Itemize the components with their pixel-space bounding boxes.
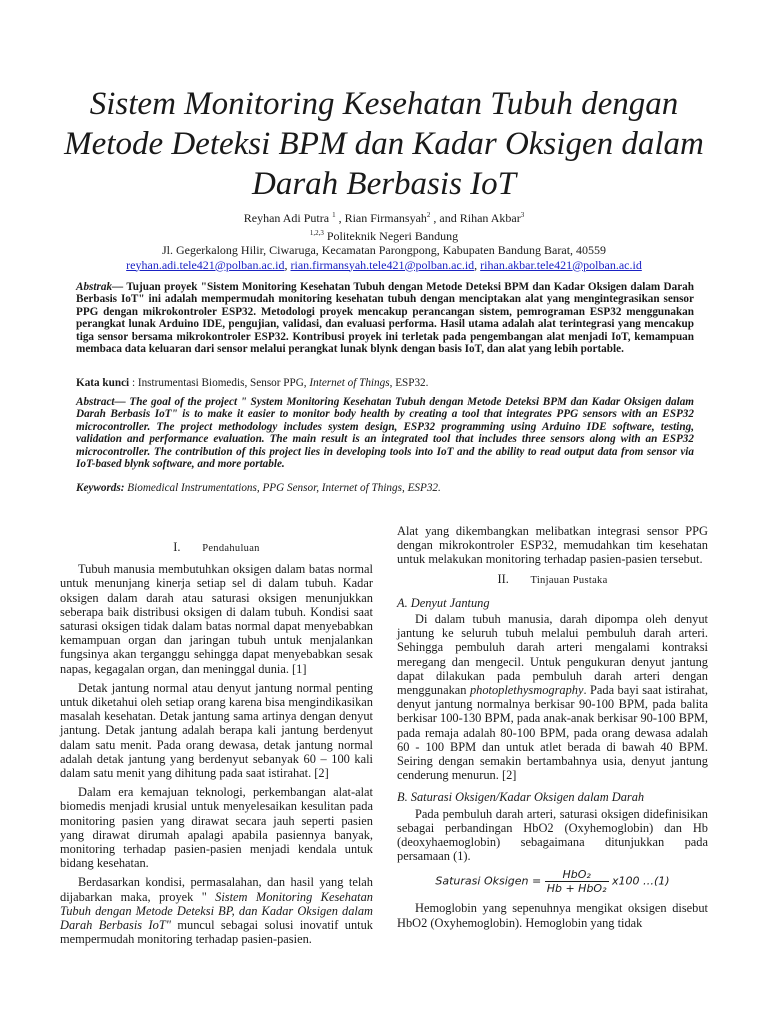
paragraph: Detak jantung normal atau denyut jantung normal penting untuk diketahui oleh setiap orang karena bisa mengindikasikan masalah kesehatan. Detak jantung sama artinya dengan denyut jantung. Detak jantung adalah berapa kali jantung berdenyut dalam satu menit. Pada orang dewasa, detak jantung normal adalah detak jantung yang berdenyut sebanyak 60 – 100 kali dalam satu menit yang dihitung pada saat istirahat. [2]: [60, 680, 373, 781]
address: Jl. Gegerkalong Hilir, Ciwaruga, Kecamatan Parongpong, Kabupaten Bandung Barat, 40559: [161, 243, 607, 257]
right-column: [397, 524, 708, 935]
paragraph: Berdasarkan kondisi, permasalahan, dan hasil yang telah dijabarkan maka, proyek " Sistem Monitoring Kesehatan Tubuh dengan Metode Deteksi BP, dan Kadar Oksigen dalam Darah Berbasis IoT" muncul sebagai solusi inovatif untuk mempermudah monitoring terhadap pasien-pasien.: [60, 875, 373, 947]
left-column: [60, 536, 373, 951]
email-link[interactable]: reyhan.adi.tele421@polban.ac.id: [126, 257, 285, 272]
paragraph: Pada pembuluh darah arteri, saturasi oksigen didefinisikan sebagai perbandingan HbO2 (Oxyhemoglobin) dan Hb (deoxyhaemoglobin) sebagaimana ditunjukkan pada persamaan (1).: [397, 806, 708, 864]
title-line: Darah Berbasis IoT: [251, 166, 517, 202]
subsection-heading: A. Denyut Jantung: [397, 595, 490, 610]
abstract-text: The goal of the project " System Monitoring Kesehatan Tubuh dengan Metode Deteksi BPM dan Kadar Oksigen dalam Darah Berbasis IoT" is to make it easier to monitor body health by creating a tool that integrates PPG sensors with an ESP32 microcontroller. The project methodology includes system design, ESP32 programming using Arduino IDE software, testing, validation and performance evaluation. The main result is an integrated tool that includes three sensors along with an ESP32 microcontroller. The contribution of this project lies in developing tools into IoT and the ability to read output data from sensor via IoT-based blynk software, and more portable.: [76, 396, 694, 471]
paragraph: Hemoglobin yang sepenuhnya mengikat oksigen disebut HbO2 (Oxyhemoglobin). Hemoglobin yang tidak: [397, 901, 708, 930]
email-link[interactable]: rihan.akbar.tele421@polban.ac.id: [480, 257, 642, 272]
equation: Saturasi Oksigen = $\frac{\text{HbO₂}}{\text{Hb + HbO₂}}$ x100 …(1): [435, 868, 670, 896]
abstrak: [76, 281, 694, 355]
abstrak-lead: Abstrak—: [76, 281, 124, 293]
paragraph: Dalam era kemajuan teknologi, perkembangan alat-alat biomedis menjadi krusial untuk menyelesaikan kesulitan pada monitoring pasien yang dirawat secara jauh seperti pasien yang dirawat dirumah apalagi apabila pasiennya banyak, monitoring terhadap pasien-pasien menjadi kendala untuk bidang kesehatan.: [60, 785, 373, 871]
section-heading: II. Tinjauan Pustaka: [497, 571, 608, 586]
author-emails: reyhan.adi.tele421@polban.ac.id, rian.firmansyah.tele421@polban.ac.id, rihan.akbar.tele421@polban.ac.id: [126, 257, 642, 272]
paragraph: Alat yang dikembangkan melibatkan integrasi sensor PPG dengan mikrokontroler ESP32, memudahkan tim kesehatan untuk melakukan monitoring terhadap pasien-pasien tersebut.: [397, 524, 708, 567]
paper-title: [40, 84, 728, 204]
author-block: [60, 208, 708, 272]
title-line: Metode Deteksi BPM dan Kadar Oksigen dalam: [64, 126, 704, 162]
kata-kunci: Kata kunci : Instrumentasi Biomedis, Sensor PPG, Internet of Things, ESP32.: [76, 377, 429, 389]
abstract-en: [76, 396, 694, 470]
abstrak-text: Tujuan proyek "Sistem Monitoring Kesehatan Tubuh dengan Metode Deteksi BPM dan Kadar Oksigen dalam Darah Berbasis IoT" ini adalah mempermudah monitoring kesehatan tubuh dengan menciptakan alat yang mengintegrasikan sensor PPG dengan mikrokontroler ESP32. Metodologi proyek mencakup perancangan sistem, pemrograman ESP32 menggunakan perangkat lunak Arduino IDE, pengujian, validasi, dan evaluasi performa. Hasil utama adalah alat terintegrasi yang mencakup tiga sensor bersama mikrokontroler ESP32. Kontribusi proyek ini terletak pada pengembangan alat menjadi IoT, kemampuan membaca data keluaran dari sensor melalui perangkat lunak blynk dengan basis IoT, dan alat yang lebih portable.: [76, 281, 694, 356]
subsection-heading: B. Saturasi Oksigen/Kadar Oksigen dalam Darah: [397, 790, 645, 805]
equation-fraction: $\frac{\text{HbO₂}}{\text{Hb + HbO₂}}$: [546, 868, 607, 896]
email-link[interactable]: rian.firmansyah.tele421@polban.ac.id: [290, 257, 475, 272]
paragraph: Di dalam tubuh manusia, darah dipompa oleh denyut jantung ke seluruh tubuh melalui pembuluh darah arteri. Sehingga pembuluh darah arteri mengalami kontraksi meregang dan mengecil. Untuk pengukuran denyut jantung dapat dilakukan pada pembuluh darah arteri dengan menggunakan photoplethysmography. Pada bayi saat istirahat, denyut jantung normalnya berkisar 90-100 BPM, pada balita berkisar 100-130 BPM, pada anak-anak berkisar 90-100 BPM, pada remaja adalah 80-100 BPM, pada orang dewasa adalah 60 - 100 BPM dan untuk atlet berada di bawah 40 BPM. Seiring dengan semakin bertambahnya usia, denyut jantung cenderung menurun. [2]: [397, 612, 708, 783]
abstract-lead: Abstract—: [76, 396, 126, 408]
paragraph: Tubuh manusia membutuhkan oksigen dalam batas normal untuk menunjang kinerja setiap sel di dalam tubuh. Kadar oksigen dalam darah atau saturasi oksigen menunjukkan seberapa baik distribusi oksigen di dalam tubuh. Kondisi saat saturasi oksigen tidak dalam batas normal dapat menyebabkan kemampuan organ dan jaringan tubuh untuk menjalankan fungsinya akan terganggu sehingga dapat menyebabkan sesak napas, kegagalan organ, dan meninggal dunia. [1]: [60, 562, 373, 676]
title-line: Sistem Monitoring Kesehatan Tubuh dengan: [89, 86, 679, 122]
section-heading: I. Pendahuluan: [173, 540, 260, 554]
author-names: Reyhan Adi Putra $^1$ , Rian Firmansyah$^2$ , and Rihan Akbar$^3$: [243, 211, 525, 225]
keywords: Keywords: Biomedical Instrumentations, PPG Sensor, Internet of Things, ESP32.: [76, 482, 441, 494]
institution: $^{1,2,3}$ Politeknik Negeri Bandung: [309, 228, 459, 243]
